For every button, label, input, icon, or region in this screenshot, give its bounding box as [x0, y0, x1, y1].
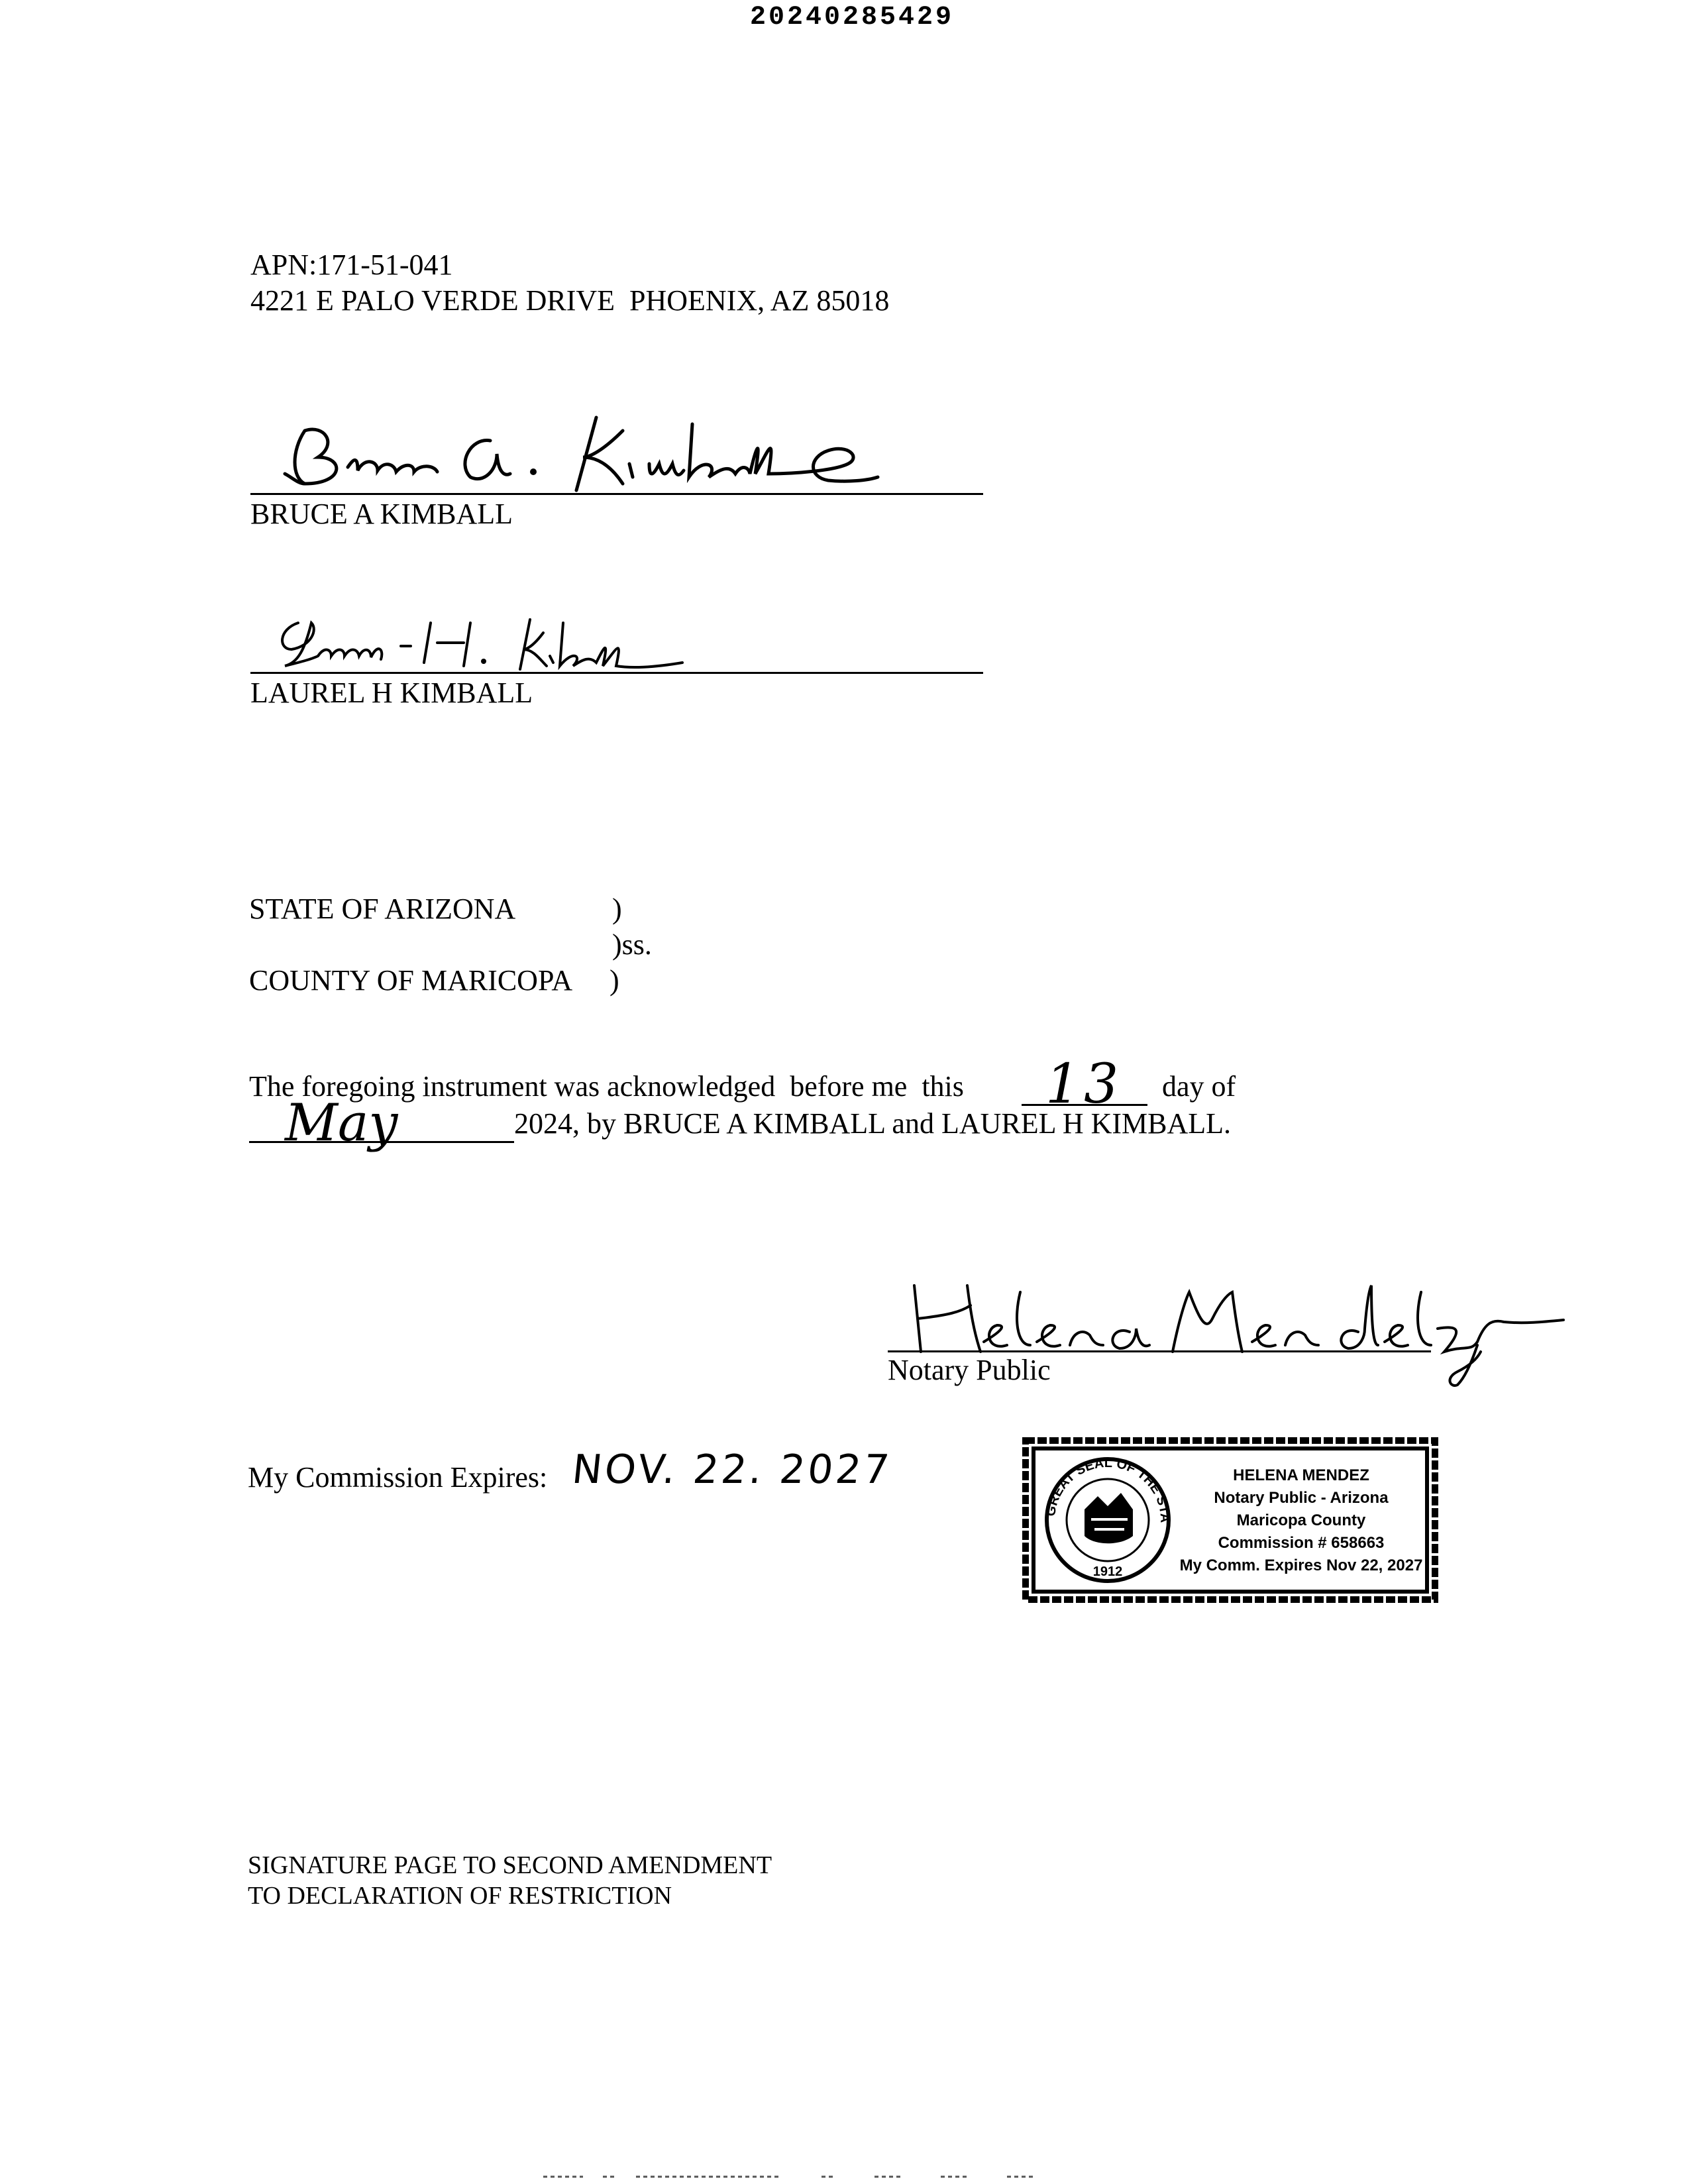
venue-county-paren: )	[610, 964, 619, 997]
laurel-kimball-signature	[272, 610, 696, 676]
acknowledgment-line-1: The foregoing instrument was acknowledged before me this	[249, 1070, 964, 1103]
bruce-kimball-signature	[278, 411, 901, 497]
seal-line-name: HELENA MENDEZ	[1233, 1466, 1369, 1484]
day-handwritten: 13	[1045, 1053, 1123, 1116]
footer-title-line-1: SIGNATURE PAGE TO SECOND AMENDMENT	[248, 1851, 772, 1879]
signature-line-bruce	[250, 493, 983, 495]
property-address: 4221 E PALO VERDE DRIVE PHOENIX, AZ 85018	[250, 284, 890, 317]
seal-line-expires: My Comm. Expires Nov 22, 2027	[1179, 1556, 1423, 1574]
seal-ring-text: GREAT SEAL OF THE STATE OF ARIZONA	[1016, 1425, 1173, 1523]
venue-state: STATE OF ARIZONA	[249, 893, 516, 925]
month-handwritten: May	[285, 1093, 398, 1153]
venue-state-paren: )	[612, 893, 622, 925]
commission-expires-label: My Commission Expires:	[248, 1461, 548, 1494]
notary-seal-stamp	[1016, 1425, 1439, 1604]
signature-line-laurel	[250, 672, 983, 674]
venue-ss: )ss.	[612, 928, 652, 961]
signer-name-laurel: LAUREL H KIMBALL	[250, 677, 533, 709]
commission-expires-handwritten: NOV. 22. 2027	[570, 1447, 894, 1493]
scan-artifact	[543, 2173, 1140, 2180]
seal-line-title: Notary Public - Arizona	[1214, 1489, 1389, 1507]
acknowledgment-line-2: 2024, by BRUCE A KIMBALL and LAUREL H KIMBALL.	[514, 1107, 1232, 1140]
notary-public-label: Notary Public	[888, 1354, 1051, 1386]
seal-line-county: Maricopa County	[1236, 1511, 1366, 1529]
seal-line-commission: Commission # 658663	[1218, 1534, 1385, 1552]
day-of-text: day of	[1162, 1070, 1236, 1103]
apn-line: APN:171-51-041	[250, 248, 453, 281]
seal-year: 1912	[1092, 1564, 1123, 1579]
footer-title-line-2: TO DECLARATION OF RESTRICTION	[248, 1882, 672, 1910]
signer-name-bruce: BRUCE A KIMBALL	[250, 498, 513, 530]
venue-county: COUNTY OF MARICOPA	[249, 964, 573, 997]
recording-number: 20240285429	[750, 3, 955, 32]
notary-signature-line	[888, 1350, 1431, 1352]
